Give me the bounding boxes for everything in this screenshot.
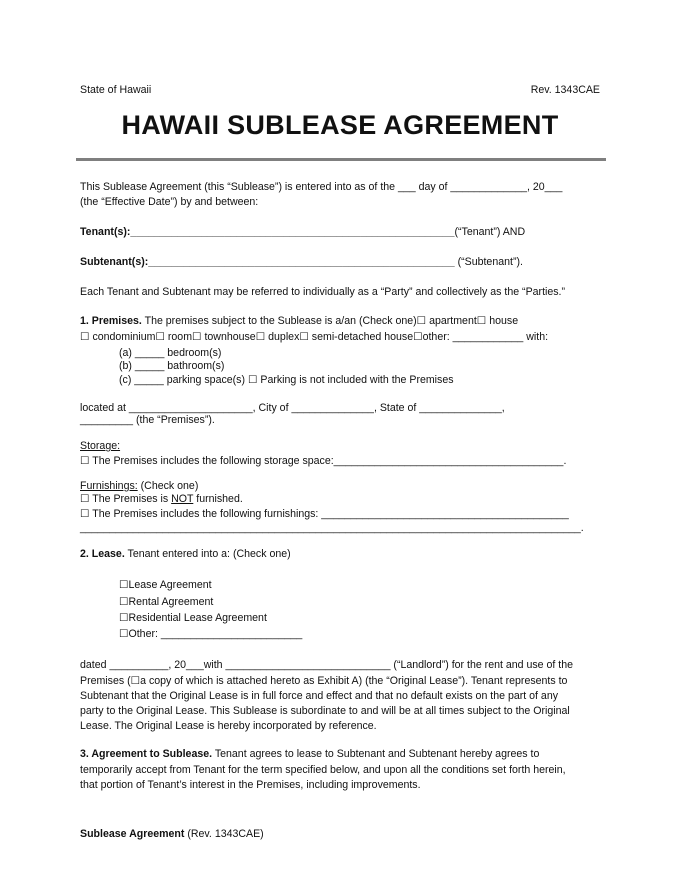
lease-option-lease-agreement[interactable]: ☐Lease Agreement <box>119 579 212 591</box>
page-footer <box>80 828 264 841</box>
furnishings-opt1-prefix: ☐ The Premises is <box>80 493 172 505</box>
lease-option-residential-lease[interactable]: ☐Residential Lease Agreement <box>119 612 267 624</box>
tenant-suffix: (“Tenant”) AND <box>454 226 526 238</box>
subtenant-line <box>80 256 523 269</box>
tenant-line <box>80 226 525 239</box>
agreement-line-3: that portion of Tenant’s interest in the Premises, including improvements. <box>80 779 421 791</box>
lease-paragraph-line-5: Lease. The Original Lease is hereby incorporated by reference. <box>80 720 377 732</box>
tenant-blank[interactable]: _______________________________________________________ <box>130 226 455 238</box>
premises-type-options[interactable]: The premises subject to the Sublease is a/an (Check one)☐ apartment☐ house <box>141 315 519 327</box>
parties-reference: Each Tenant and Subtenant may be referred to individually as a “Party” and collectively as the “Parties.” <box>80 286 566 298</box>
footer-revision: (Rev. 1343CAE) <box>184 828 264 840</box>
subtenant-suffix: (“Subtenant”). <box>454 256 523 268</box>
premises-location-line-1[interactable]: located at _____________________, City of ______________, State of ______________, <box>80 402 505 414</box>
premises-bedrooms[interactable]: (a) _____ bedroom(s) <box>119 347 222 359</box>
furnishings-option-includes[interactable]: ☐ The Premises includes the following furnishings: __________________________________________ <box>80 508 569 520</box>
agreement-line-1 <box>80 748 539 761</box>
agreement-heading: 3. Agreement to Sublease. <box>80 748 213 760</box>
premises-line-2[interactable]: ☐ condominium☐ room☐ townhouse☐ duplex☐ semi-detached house☐other: ____________ with: <box>80 331 549 343</box>
subtenant-blank[interactable]: ____________________________________________________ <box>148 256 455 268</box>
furnishings-heading: Furnishings: <box>80 480 138 492</box>
lease-heading-line <box>80 548 291 561</box>
title-divider <box>76 158 606 161</box>
intro-line-2: (the “Effective Date”) by and between: <box>80 196 259 208</box>
lease-intro: Tenant entered into a: (Check one) <box>124 548 291 560</box>
furnishings-heading-suffix: (Check one) <box>137 480 199 492</box>
premises-line-1 <box>80 315 518 328</box>
furnishings-blank-line[interactable]: _____________________________________________________________________________________. <box>80 522 584 534</box>
premises-location-line-2[interactable]: _________ (the “Premises”). <box>80 414 215 426</box>
lease-paragraph-line-1: dated __________, 20___with ____________________________ (“Landlord”) for the rent and use of the <box>80 659 574 671</box>
storage-heading: Storage: <box>80 440 121 452</box>
document-title: HAWAII SUBLEASE AGREEMENT <box>121 110 559 140</box>
premises-heading: 1. Premises. <box>80 315 142 327</box>
furnishings-opt1-suffix: furnished. <box>193 493 243 505</box>
footer-doc-name: Sublease Agreement <box>80 828 185 840</box>
revision-label: Rev. 1343CAE <box>530 84 600 96</box>
furnishings-heading-line <box>80 480 198 493</box>
lease-paragraph-line-2: Premises (☐a copy of which is attached hereto as Exhibit A) (the “Original Lease”). Tenant represents to <box>80 675 568 687</box>
premises-parking[interactable]: (c) _____ parking space(s) ☐ Parking is not included with the Premises <box>119 374 454 386</box>
state-label: State of Hawaii <box>80 84 152 96</box>
agreement-line-2: temporarily accept from Tenant for the term specified below, and upon all the conditions set forth herein, <box>80 764 566 776</box>
subtenant-label: Subtenant(s): <box>80 256 149 268</box>
agreement-text-1: Tenant agrees to lease to Subtenant and Subtenant hereby agrees to <box>212 748 540 760</box>
intro-line-1: This Sublease Agreement (this “Sublease”) is entered into as of the ___ day of _____________, 20___ <box>80 181 563 193</box>
lease-option-rental-agreement[interactable]: ☐Rental Agreement <box>119 596 214 608</box>
lease-paragraph-line-3: Subtenant that the Original Lease is in full force and effect and that no default exists on the part of any <box>80 690 559 702</box>
furnishings-option-not-furnished[interactable] <box>80 493 243 506</box>
furnishings-opt1-not: NOT <box>171 493 194 505</box>
premises-bathrooms[interactable]: (b) _____ bathroom(s) <box>119 360 225 372</box>
lease-paragraph-line-4: party to the Original Lease. This Sublease is subordinate to and will be at all times subject to the Original <box>80 705 570 717</box>
lease-option-other[interactable]: ☐Other: ________________________ <box>119 628 303 640</box>
storage-line[interactable]: ☐ The Premises includes the following storage space:_______________________________________. <box>80 455 567 467</box>
tenant-label: Tenant(s): <box>80 226 131 238</box>
lease-heading: 2. Lease. <box>80 548 125 560</box>
